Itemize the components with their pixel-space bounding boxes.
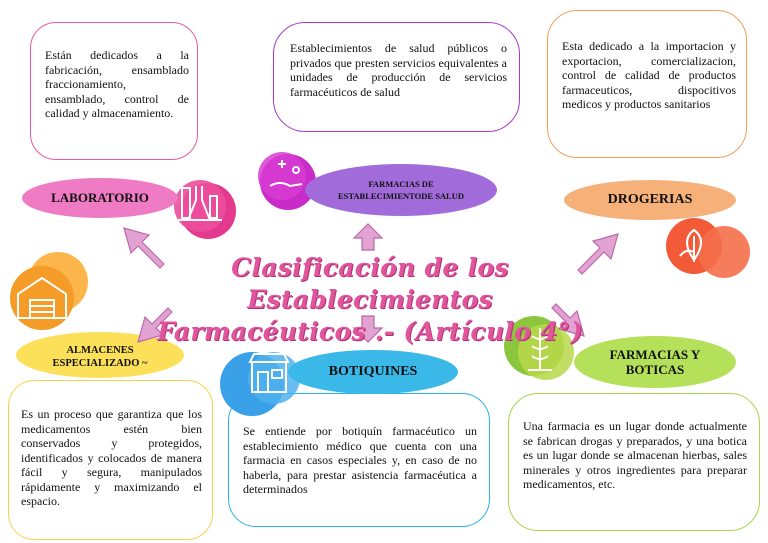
botiquines-label: BOTIQUINES xyxy=(328,364,418,379)
laboratorio-label: LABORATORIO xyxy=(51,190,149,205)
farmacias-establecimiento-label: FARMACIAS DE ESTABLECIMIENTODE SALUD xyxy=(337,179,465,201)
laboratorio-description: Están dedicados a la fabricación, ensamblado fraccionamiento, ensamblado, control de calidad y almacenamiento. xyxy=(45,48,189,120)
botiquines-description: Se entiende por botiquín farmacéutico un establecimiento médico que cuenta con una farmacia en casos especiales y, en caso de no haberla, para prestar asistencia farmacéutica a determinados xyxy=(243,424,477,496)
title-line-1: Clasificación de los Establecimientos xyxy=(231,253,509,314)
almacenes-description: Es un proceso que garantiza que los medicamentos estén bien conservados y protegidos, identificados y colocados de manera fácil y segura, manipulados rápidamente y maximizando el espacio. xyxy=(21,407,202,508)
drogerias-label: DROGERIAS xyxy=(607,192,693,207)
almacenes-label: ALMACENES ESPECIALIZADO ~ xyxy=(52,345,148,369)
arrow-to-establecimiento xyxy=(354,224,382,250)
diagram-title xyxy=(120,252,620,348)
title-line-2: Farmacéuticos .- (Artículo 4°) xyxy=(157,317,583,346)
drogerias-description: Esta dedicado a la importacion y exportacion, comercializacion, control de calidad de productos farmaceuticos, dispocitivos medicos y productos sanitarios xyxy=(562,39,736,111)
farmacias-establecimiento-description: Establecimientos de salud públicos o privados que presten servicios equivalentes a unidades de producción de servicios farmacéuticos de salud xyxy=(290,41,507,99)
farmacias-boticas-description: Una farmacia es un lugar donde actualmente se fabrican drogas y preparados, y una botica es un lugar donde se almacenan hierbas, sales minerales y otros ingredientes para preparar medicamentos, etc. xyxy=(523,419,747,491)
farmacias-boticas-label: FARMACIAS Y BOTICAS xyxy=(609,347,701,377)
